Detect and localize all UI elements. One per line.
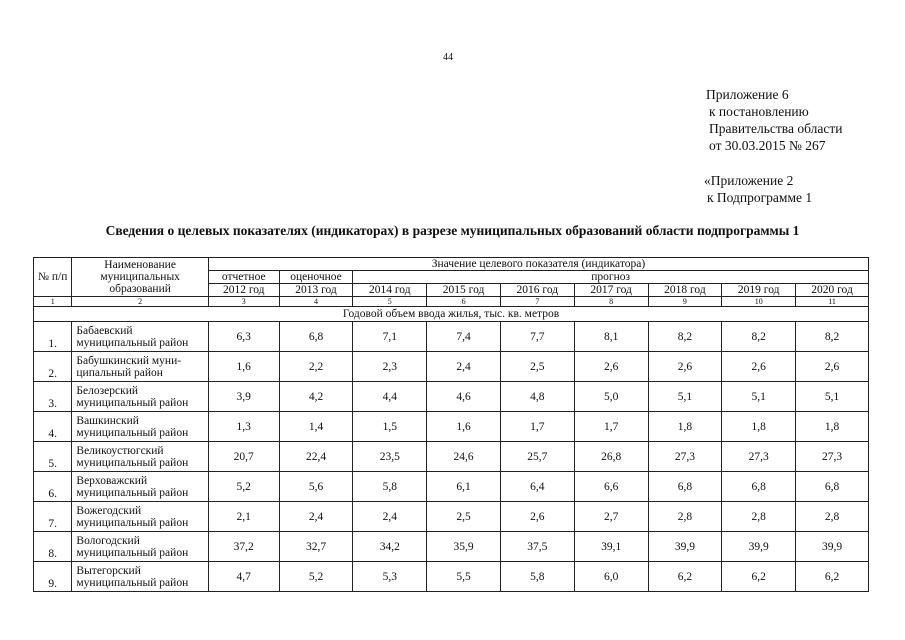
value-cell: 4,7: [208, 562, 279, 592]
value-cell: 6,0: [574, 562, 648, 592]
municipality-name: Вологодский муниципальный район: [72, 532, 208, 562]
indicators-table: [33, 257, 869, 592]
value-cell: 2,3: [353, 352, 427, 382]
value-cell: 2,6: [574, 352, 648, 382]
value-cell: 2,4: [353, 502, 427, 532]
value-cell: 5,2: [208, 472, 279, 502]
value-cell: 2,7: [574, 502, 648, 532]
column-index: 8: [574, 297, 648, 307]
header-year: 2015 год: [427, 284, 501, 297]
value-cell: 5,8: [500, 562, 574, 592]
value-cell: 5,0: [574, 382, 648, 412]
table-row: [34, 532, 869, 562]
row-number: 3.: [34, 382, 72, 412]
column-index: 9: [648, 297, 722, 307]
header-year: 2013 год: [279, 284, 353, 297]
value-cell: 2,6: [796, 352, 869, 382]
value-cell: 34,2: [353, 532, 427, 562]
value-cell: 2,6: [722, 352, 796, 382]
value-cell: 1,7: [500, 412, 574, 442]
value-cell: 1,6: [427, 412, 501, 442]
document-heading: Сведения о целевых показателях (индикаторах) в разрезе муниципальных образований области подпрограммы 1: [105, 223, 800, 238]
value-cell: 6,8: [648, 472, 722, 502]
header-num: № п/п: [34, 258, 72, 297]
value-cell: 6,1: [427, 472, 501, 502]
value-cell: 7,4: [427, 322, 501, 352]
value-cell: 5,1: [648, 382, 722, 412]
section-title: Годовой объем ввода жилья, тыс. кв. метров: [34, 307, 869, 322]
value-cell: 5,1: [722, 382, 796, 412]
column-index: 6: [427, 297, 501, 307]
value-cell: 6,2: [648, 562, 722, 592]
municipality-name: Бабаевский муниципальный район: [72, 322, 208, 352]
column-index: 5: [353, 297, 427, 307]
header-year: 2012 год: [208, 284, 279, 297]
header-value-group: Значение целевого показателя (индикатора): [208, 258, 868, 271]
value-cell: 6,3: [208, 322, 279, 352]
value-cell: 2,2: [279, 352, 353, 382]
header-estimated: оценочное: [279, 271, 353, 284]
appendix-line: к постановлению: [709, 104, 809, 119]
value-cell: 5,5: [427, 562, 501, 592]
column-index: 4: [279, 297, 353, 307]
column-index: 3: [208, 297, 279, 307]
value-cell: 6,8: [796, 472, 869, 502]
value-cell: 1,8: [722, 412, 796, 442]
row-number: 1.: [34, 322, 72, 352]
value-cell: 22,4: [279, 442, 353, 472]
value-cell: 5,3: [353, 562, 427, 592]
value-cell: 23,5: [353, 442, 427, 472]
header-year: 2014 год: [353, 284, 427, 297]
table-row: [34, 382, 869, 412]
table-row: [34, 352, 869, 382]
column-index: 1: [34, 297, 72, 307]
value-cell: 1,6: [208, 352, 279, 382]
appendix-line: Приложение 6: [706, 87, 789, 102]
value-cell: 39,9: [722, 532, 796, 562]
value-cell: 4,6: [427, 382, 501, 412]
page-number: 44: [443, 52, 453, 63]
value-cell: 2,6: [648, 352, 722, 382]
value-cell: 2,8: [796, 502, 869, 532]
appendix-line: от 30.03.2015 № 267: [709, 138, 826, 153]
appendix-block: [706, 86, 842, 154]
value-cell: 4,2: [279, 382, 353, 412]
value-cell: 8,1: [574, 322, 648, 352]
header-name: Наименование муниципальных образований: [72, 258, 208, 297]
value-cell: 6,8: [722, 472, 796, 502]
header-year: 2017 год: [574, 284, 648, 297]
row-number: 4.: [34, 412, 72, 442]
value-cell: 1,5: [353, 412, 427, 442]
value-cell: 20,7: [208, 442, 279, 472]
table-row: [34, 322, 869, 352]
value-cell: 3,9: [208, 382, 279, 412]
value-cell: 39,9: [796, 532, 869, 562]
header-row: [34, 258, 869, 271]
value-cell: 1,8: [796, 412, 869, 442]
value-cell: 27,3: [648, 442, 722, 472]
value-cell: 5,2: [279, 562, 353, 592]
value-cell: 8,2: [648, 322, 722, 352]
municipality-name: Белозерский муниципальный район: [72, 382, 208, 412]
value-cell: 39,9: [648, 532, 722, 562]
row-number: 9.: [34, 562, 72, 592]
section-row: [34, 307, 869, 322]
municipality-name: Вожегодский муниципальный район: [72, 502, 208, 532]
value-cell: 5,8: [353, 472, 427, 502]
value-cell: 32,7: [279, 532, 353, 562]
value-cell: 27,3: [796, 442, 869, 472]
value-cell: 25,7: [500, 442, 574, 472]
value-cell: 4,4: [353, 382, 427, 412]
value-cell: 26,8: [574, 442, 648, 472]
table-row: [34, 562, 869, 592]
table-body: [34, 258, 869, 592]
value-cell: 37,5: [500, 532, 574, 562]
value-cell: 7,7: [500, 322, 574, 352]
header-reported: отчетное: [208, 271, 279, 284]
value-cell: 6,6: [574, 472, 648, 502]
value-cell: 2,8: [648, 502, 722, 532]
value-cell: 8,2: [722, 322, 796, 352]
header-year: 2018 год: [648, 284, 722, 297]
value-cell: 6,8: [279, 322, 353, 352]
municipality-name: Вашкинский муниципальный район: [72, 412, 208, 442]
value-cell: 5,6: [279, 472, 353, 502]
table-row: [34, 442, 869, 472]
municipality-name: Бабушкинский муни-ципальный район: [72, 352, 208, 382]
appendix-sub-line: «Приложение 2: [704, 173, 794, 188]
value-cell: 39,1: [574, 532, 648, 562]
value-cell: 1,8: [648, 412, 722, 442]
table-row: [34, 472, 869, 502]
value-cell: 2,4: [427, 352, 501, 382]
value-cell: 2,8: [722, 502, 796, 532]
value-cell: 2,6: [500, 502, 574, 532]
appendix-line: Правительства области: [709, 121, 843, 136]
municipality-name: Великоустюгский муниципальный район: [72, 442, 208, 472]
column-index-row: [34, 297, 869, 307]
value-cell: 35,9: [427, 532, 501, 562]
column-index: 7: [500, 297, 574, 307]
row-number: 8.: [34, 532, 72, 562]
value-cell: 2,5: [500, 352, 574, 382]
value-cell: 4,8: [500, 382, 574, 412]
value-cell: 7,1: [353, 322, 427, 352]
header-year: 2019 год: [722, 284, 796, 297]
appendix-sub-line: к Подпрограмме 1: [707, 190, 813, 205]
value-cell: 1,4: [279, 412, 353, 442]
row-number: 6.: [34, 472, 72, 502]
header-year: 2016 год: [500, 284, 574, 297]
value-cell: 37,2: [208, 532, 279, 562]
table-row: [34, 502, 869, 532]
column-index: 10: [722, 297, 796, 307]
row-number: 5.: [34, 442, 72, 472]
table-row: [34, 412, 869, 442]
value-cell: 5,1: [796, 382, 869, 412]
column-index: 2: [72, 297, 208, 307]
value-cell: 1,3: [208, 412, 279, 442]
value-cell: 6,2: [722, 562, 796, 592]
row-number: 7.: [34, 502, 72, 532]
appendix-sub-block: [704, 172, 812, 206]
value-cell: 8,2: [796, 322, 869, 352]
value-cell: 2,1: [208, 502, 279, 532]
row-number: 2.: [34, 352, 72, 382]
value-cell: 1,7: [574, 412, 648, 442]
value-cell: 2,5: [427, 502, 501, 532]
value-cell: 6,4: [500, 472, 574, 502]
header-forecast: прогноз: [353, 271, 869, 284]
header-year: 2020 год: [796, 284, 869, 297]
municipality-name: Вытегорский муниципальный район: [72, 562, 208, 592]
municipality-name: Верховажский муниципальный район: [72, 472, 208, 502]
value-cell: 6,2: [796, 562, 869, 592]
value-cell: 24,6: [427, 442, 501, 472]
column-index: 11: [796, 297, 869, 307]
value-cell: 2,4: [279, 502, 353, 532]
value-cell: 27,3: [722, 442, 796, 472]
